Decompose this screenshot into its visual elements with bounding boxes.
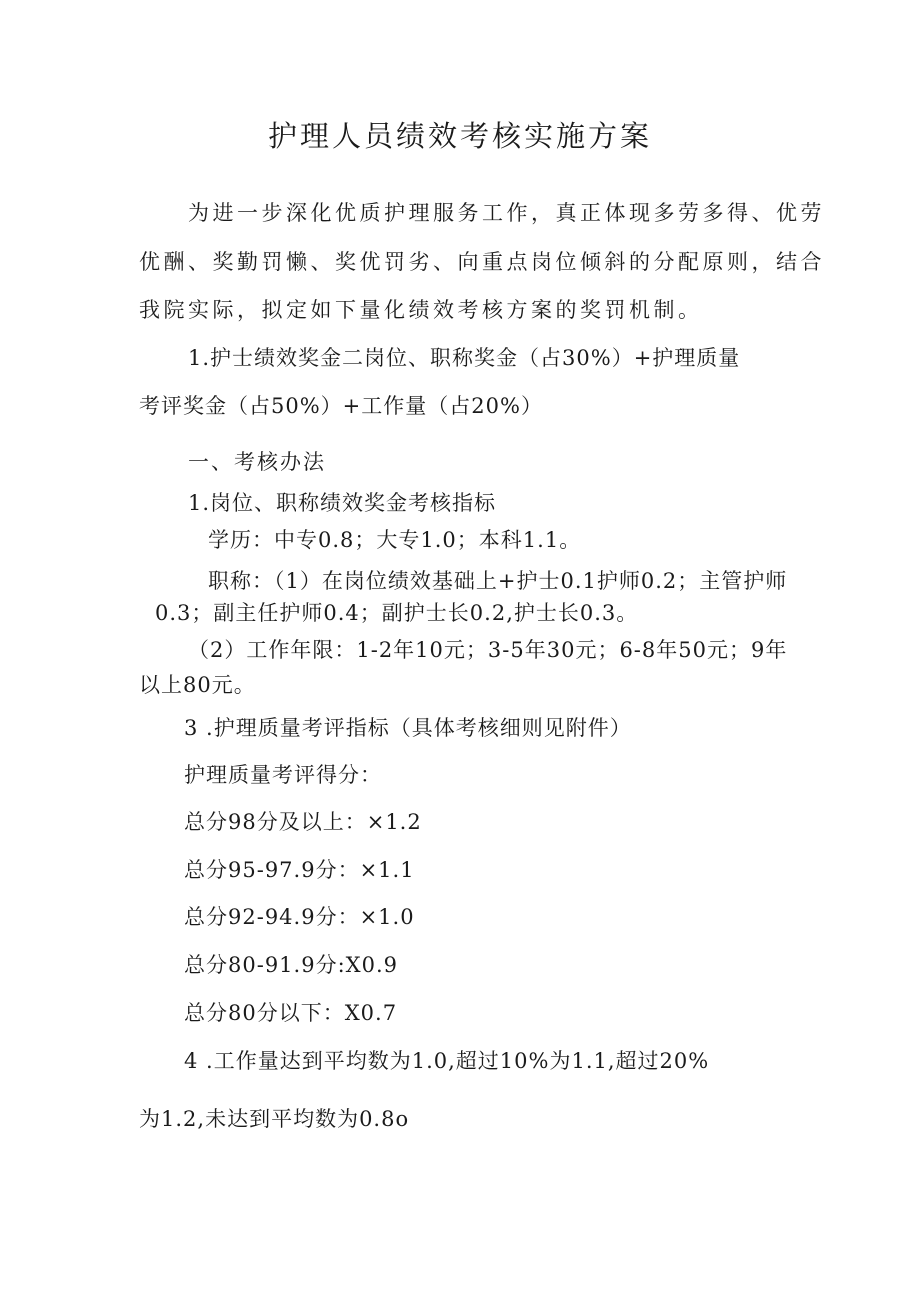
score-line: 总分95-97.9分：×1.1 (184, 858, 415, 882)
workload-line-2: 为1.2,未达到平均数为0.8o (139, 1107, 410, 1131)
work-years-line-2: 以上80元。 (139, 673, 256, 697)
score-line: 总分80分以下：X0.7 (184, 1001, 398, 1025)
section-heading: 一、考核办法 (188, 450, 326, 474)
score-line: 总分98分及以上：×1.2 (184, 810, 422, 834)
score-line: 总分92-94.9分：×1.0 (184, 905, 415, 929)
formula-line-1: 1.护士绩效奖金二岗位、职称奖金（占30%）+护理质量 (188, 346, 741, 370)
workload-line-1: 4 .工作量达到平均数为1.0,超过10%为1.1,超过20% (184, 1049, 710, 1073)
education-line: 学历：中专0.8；大专1.0；本科1.1。 (208, 528, 582, 552)
job-title-line-1: 职称：（1）在岗位绩效基础上+护士0.1护师0.2；主管护师 (208, 569, 788, 593)
score-label: 护理质量考评得分： (184, 763, 382, 787)
intro-line-2: 优酬、奖勤罚懒、奖优罚劣、向重点岗位倾斜的分配原则，结合 (139, 250, 825, 274)
page-title: 护理人员绩效考核实施方案 (267, 119, 652, 153)
formula-line-2: 考评奖金（占50%）+工作量（占20%） (139, 394, 543, 418)
work-years-line-1: （2）工作年限：1-2年10元；3-5年30元；6-8年50元；9年 (188, 638, 788, 662)
item3-heading: 3 .护理质量考评指标（具体考核细则见附件） (184, 716, 632, 740)
item1-heading: 1.岗位、职称绩效奖金考核指标 (188, 491, 497, 515)
intro-line-3: 我院实际，拟定如下量化绩效考核方案的奖罚机制。 (139, 298, 703, 322)
score-line: 总分80-91.9分:X0.9 (184, 953, 398, 977)
job-title-line-2: 0.3；副主任护师0.4；副护士长0.2,护士长0.3。 (155, 601, 639, 625)
intro-line-1: 为进一步深化优质护理服务工作，真正体现多劳多得、优劳 (188, 201, 825, 225)
